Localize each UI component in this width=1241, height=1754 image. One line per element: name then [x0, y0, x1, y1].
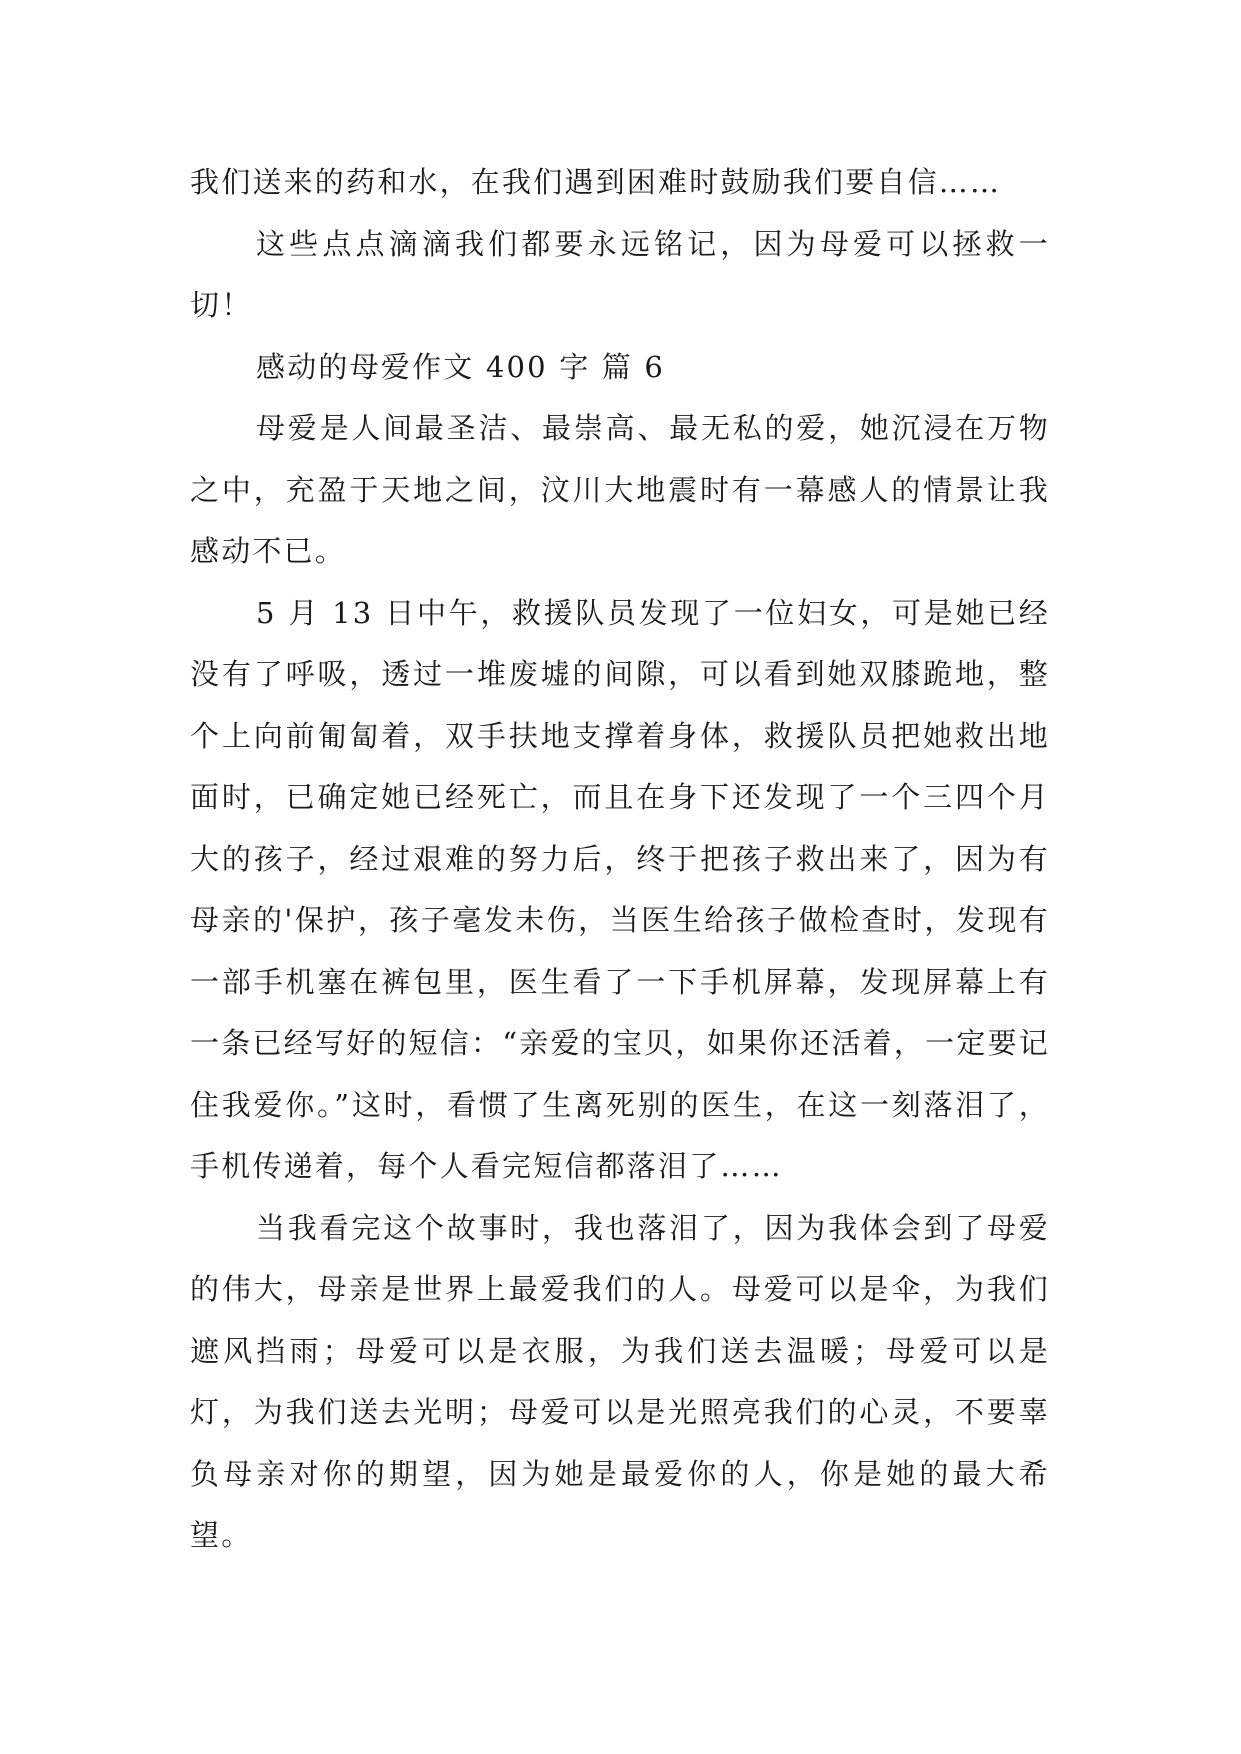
document-body [190, 152, 1050, 1567]
paragraph-closing-line: 这些点点滴滴我们都要永远铭记，因为母爱可以拯救一切！ [190, 226, 1050, 322]
section-heading: 感动的母爱作文 400 字 篇 6 [256, 349, 666, 384]
paragraph-reflection: 当我看完这个故事时，我也落泪了，因为我体会到了母爱的伟大，母亲是世界上最爱我们的人。母爱可以是伞，为我们遮风挡雨；母爱可以是衣服，为我们送去温暖；母爱可以是灯，为我们送去光明；母爱可以是光照亮我们的心灵，不要辜负母亲对你的期望，因为她是最爱你的人，你是她的最大希望。 [190, 1210, 1050, 1552]
paragraph-story: 5 月 13 日中午，救援队员发现了一位妇女，可是她已经没有了呼吸，透过一堆废墟的间隙，可以看到她双膝跪地，整个上向前匍匐着，双手扶地支撑着身体，救援队员把她救出地面时，已确定她已经死亡，而且在身下还发现了一个三四个月大的孩子，经过艰难的努力后，终于把孩子救出来了，因为有母亲的'保护，孩子毫发未伤，当医生给孩子做检查时，发现有一部手机塞在裤包里，医生看了一下手机屏幕，发现屏幕上有一条已经写好的短信：“亲爱的宝贝，如果你还活着，一定要记住我爱你。”这时，看惯了生离死别的医生，在这一刻落泪了，手机传递着，每个人看完短信都落泪了…… [190, 595, 1050, 1183]
paragraph-continuation: 我们送来的药和水，在我们遇到困难时鼓励我们要自信…… [190, 165, 1002, 199]
paragraph-intro: 母爱是人间最圣洁、最崇高、最无私的爱，她沉浸在万物之中，充盈于天地之间，汶川大地震时有一幕感人的情景让我感动不已。 [190, 411, 1050, 568]
